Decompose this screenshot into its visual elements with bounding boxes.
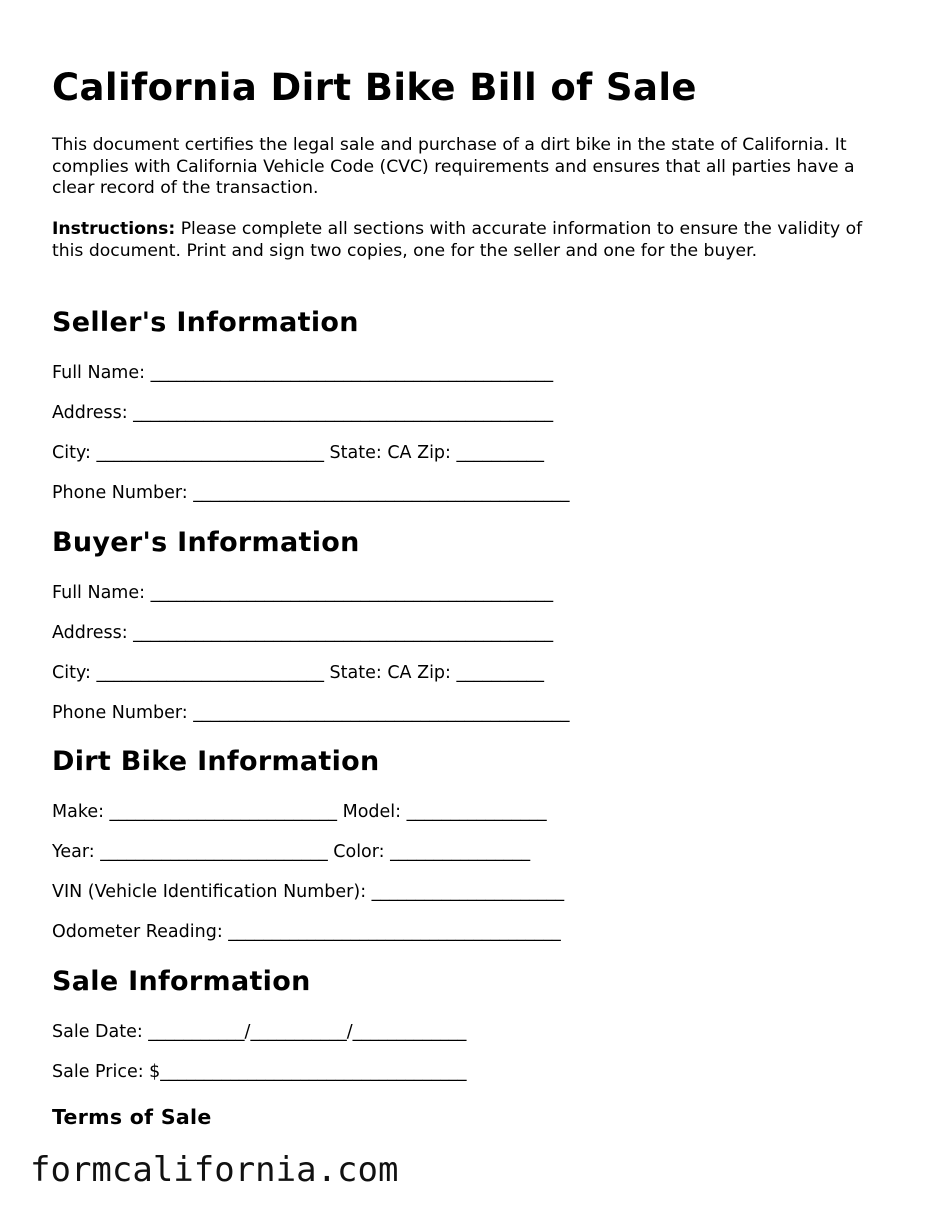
seller-address-field[interactable]: Address: ________________________________________________ <box>52 403 554 423</box>
sale-price-field[interactable]: Sale Price: $___________________________________ <box>52 1062 467 1082</box>
buyer-address-field[interactable]: Address: ________________________________________________ <box>52 623 554 643</box>
instructions-label: Instructions: <box>52 219 176 239</box>
sale-date-field[interactable]: Sale Date: ___________/___________/_____________ <box>52 1022 467 1042</box>
seller-full-name-field[interactable]: Full Name: ______________________________________________ <box>52 363 554 383</box>
buyer-city-state-zip-field[interactable]: City: __________________________ State: CA Zip: __________ <box>52 663 544 683</box>
buyer-heading: Buyer's Information <box>52 527 360 558</box>
instructions-text: Please complete all sections with accurate information to ensure the validity of this document. Print and sign two copies, one for the seller and one for the buyer. <box>52 219 863 261</box>
seller-heading: Seller's Information <box>52 307 359 338</box>
page-title: California Dirt Bike Bill of Sale <box>52 66 697 109</box>
bike-heading: Dirt Bike Information <box>52 746 380 777</box>
bike-vin-field[interactable]: VIN (Vehicle Identification Number): ______________________ <box>52 882 565 902</box>
buyer-full-name-field[interactable]: Full Name: ______________________________________________ <box>52 583 554 603</box>
seller-city-state-zip-field[interactable]: City: __________________________ State: CA Zip: __________ <box>52 443 544 463</box>
bike-odometer-field[interactable]: Odometer Reading: ______________________________________ <box>52 922 561 942</box>
seller-phone-field[interactable]: Phone Number: ___________________________________________ <box>52 483 570 503</box>
buyer-phone-field[interactable]: Phone Number: ___________________________________________ <box>52 703 570 723</box>
sale-heading: Sale Information <box>52 966 311 997</box>
bike-make-model-field[interactable]: Make: __________________________ Model: ________________ <box>52 802 547 822</box>
intro-paragraph: This document certifies the legal sale and purchase of a dirt bike in the state of California. It complies with California Vehicle Code (CVC) requirements and ensures that all parties have a clear record of the transaction. <box>52 135 855 198</box>
bike-year-color-field[interactable]: Year: __________________________ Color: ________________ <box>52 842 531 862</box>
terms-heading: Terms of Sale <box>52 1105 212 1129</box>
site-watermark: formcalifornia.com <box>30 1150 399 1190</box>
instructions-paragraph <box>52 219 892 262</box>
